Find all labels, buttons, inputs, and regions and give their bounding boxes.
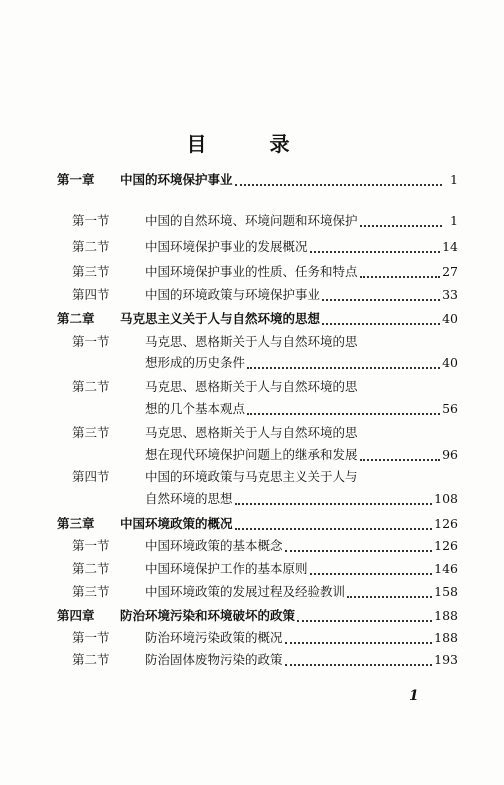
toc-leader-dots xyxy=(285,541,433,552)
toc-title: 中国环境政策的发展过程及经验教训 xyxy=(145,584,346,599)
toc-page-number: 1 xyxy=(450,213,458,228)
toc-page-number: 158 xyxy=(434,584,458,599)
toc-label: 第一节 xyxy=(72,213,110,228)
toc-section xyxy=(72,584,458,600)
toc-section xyxy=(72,561,458,577)
toc-label: 第一节 xyxy=(72,334,110,349)
toc-page-number: 33 xyxy=(442,287,458,302)
toc-title: 中国的自然环境、环境问题和环境保护 xyxy=(145,213,358,228)
toc-page-number: 188 xyxy=(434,630,458,645)
toc-label: 第三节 xyxy=(72,584,110,599)
toc-leader-dots xyxy=(310,564,433,575)
toc-title: 想形成的历史条件 xyxy=(145,355,246,370)
toc-chapter xyxy=(57,516,458,532)
toc-label: 第二节 xyxy=(72,561,110,576)
toc-title: 中国环境保护事业的发展概况 xyxy=(145,239,308,254)
toc-label: 第四节 xyxy=(72,287,110,302)
toc-page-number: 96 xyxy=(442,447,458,462)
toc-leader-dots xyxy=(322,314,440,325)
toc-continuation xyxy=(145,401,458,417)
toc-title: 想的几个基本观点 xyxy=(145,401,246,416)
toc-leader-dots xyxy=(285,655,433,666)
toc-leader-dots xyxy=(235,175,442,186)
toc-title: 马克思、恩格斯关于人与自然环境的思 xyxy=(145,334,358,349)
toc-leader-dots xyxy=(360,450,441,461)
toc-title: 中国环境保护工作的基本原则 xyxy=(145,561,308,576)
toc-title: 中国环境保护事业的性质、任务和特点 xyxy=(145,264,358,279)
toc-label: 第二节 xyxy=(72,379,110,394)
toc-continuation xyxy=(145,355,458,371)
toc-label: 第四节 xyxy=(72,469,110,484)
toc-leader-dots xyxy=(235,494,433,505)
toc-label: 第二节 xyxy=(72,652,110,667)
toc-page-number: 126 xyxy=(434,516,458,531)
toc-title: 马克思、恩格斯关于人与自然环境的思 xyxy=(145,379,358,394)
toc-label: 第一节 xyxy=(72,538,110,553)
toc-label: 第一节 xyxy=(72,630,110,645)
toc-section xyxy=(72,379,458,395)
toc-page-number: 40 xyxy=(442,355,458,370)
toc-leader-dots xyxy=(235,519,433,530)
page-number: 1 xyxy=(409,688,419,704)
toc-section xyxy=(72,538,458,554)
toc-title: 防治环境污染政策的概况 xyxy=(145,630,283,645)
toc-continuation xyxy=(145,447,458,463)
toc-label: 第三节 xyxy=(72,264,110,279)
toc-leader-dots xyxy=(285,633,433,644)
toc-label: 第三章 xyxy=(57,516,95,531)
toc-continuation xyxy=(145,491,458,507)
toc-label: 第二节 xyxy=(72,239,110,254)
toc-leader-dots xyxy=(347,587,432,598)
toc-leader-dots xyxy=(360,267,441,278)
toc-leader-dots xyxy=(247,358,440,369)
toc-leader-dots xyxy=(322,290,440,301)
toc-page-number: 1 xyxy=(450,172,458,187)
toc-section xyxy=(72,213,458,229)
toc-title: 中国的环境保护事业 xyxy=(120,172,233,187)
toc-page-number: 14 xyxy=(442,239,458,254)
toc-title: 马克思主义关于人与自然环境的思想 xyxy=(120,311,321,326)
toc-title: 防治环境污染和环境破坏的政策 xyxy=(120,608,296,623)
toc-leader-dots xyxy=(360,216,442,227)
toc-section xyxy=(72,287,458,303)
toc-section xyxy=(72,652,458,668)
toc-title: 中国的环境政策与环境保护事业 xyxy=(145,287,321,302)
toc-chapter xyxy=(57,311,458,327)
toc-page-number: 56 xyxy=(442,401,458,416)
toc-page-number: 193 xyxy=(434,652,458,667)
toc-chapter xyxy=(57,608,458,624)
toc-title: 中国环境政策的基本概念 xyxy=(145,538,283,553)
toc-title: 想在现代环境保护问题上的继承和发展 xyxy=(145,447,358,462)
toc-label: 第四章 xyxy=(57,608,95,623)
toc-leader-dots xyxy=(310,242,441,253)
toc-leader-dots xyxy=(297,611,432,622)
toc-page-number: 27 xyxy=(442,264,458,279)
toc-section xyxy=(72,630,458,646)
toc-page-number: 40 xyxy=(442,311,458,326)
toc-title: 马克思、恩格斯关于人与自然环境的思 xyxy=(145,425,358,440)
toc-page-number: 146 xyxy=(434,561,458,576)
toc-section xyxy=(72,425,458,441)
toc-page-number: 126 xyxy=(434,538,458,553)
toc-title: 中国的环境政策与马克思主义关于人与 xyxy=(145,469,358,484)
toc-title: 防治固体废物污染的政策 xyxy=(145,652,283,667)
toc-section xyxy=(72,334,458,350)
toc-section xyxy=(72,264,458,280)
toc-label: 第三节 xyxy=(72,425,110,440)
toc-page-number: 188 xyxy=(434,608,458,623)
toc-page-number: 108 xyxy=(434,491,458,506)
toc-section xyxy=(72,469,458,485)
page-title: 目 录 xyxy=(186,132,318,156)
toc-section xyxy=(72,239,458,255)
toc-title: 中国环境政策的概况 xyxy=(120,516,233,531)
toc-chapter xyxy=(57,172,458,188)
toc-label: 第一章 xyxy=(57,172,95,187)
toc-leader-dots xyxy=(247,404,440,415)
toc-title: 自然环境的思想 xyxy=(145,491,233,506)
toc-label: 第二章 xyxy=(57,311,95,326)
